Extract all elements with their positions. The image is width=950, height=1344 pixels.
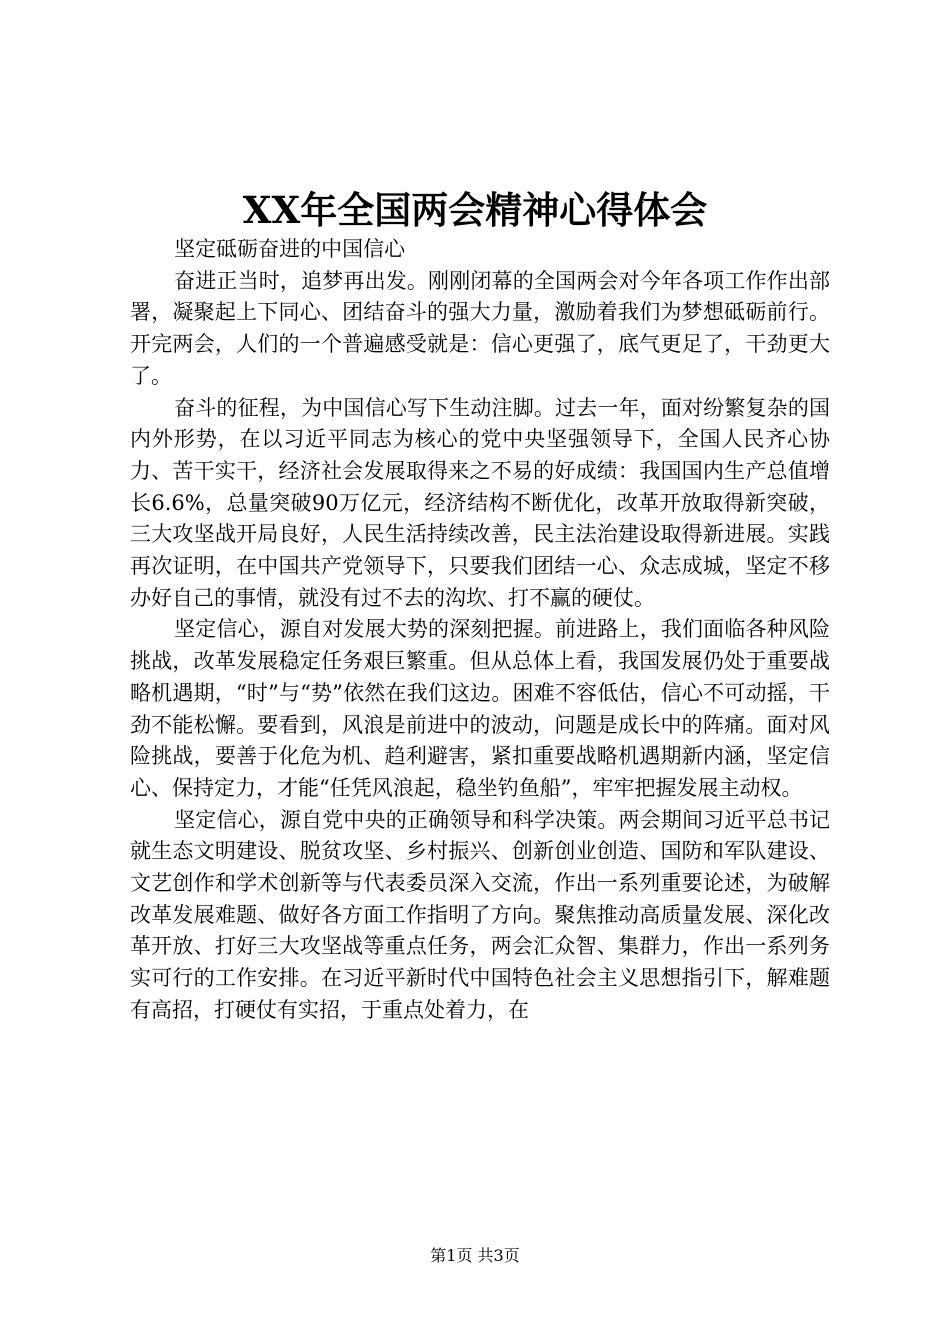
page-footer: 第1页 共3页 [430,1246,520,1265]
paragraph-4: 坚定信心，源自党中央的正确领导和科学决策。两会期间习近平总书记就生态文明建设、脱贫攻坚、乡村振兴、创新创业创造、国防和军队建设、文艺创作和学术创新等与代表委员深入交流，作出一系列重要论述，为破解改革发展难题、做好各方面工作指明了方向。聚焦推动高质量发展、深化改革开放、打好三大攻坚战等重点任务，两会汇众智、集群力，作出一系列务实可行的工作安排。在习近平新时代中国特色社会主义思想指引下，解难题有高招，打硬仗有实招，于重点处着力，在 [130,807,830,1022]
paragraph-1: 奋进正当时，追梦再出发。刚刚闭幕的全国两会对今年各项工作作出部署，凝聚起上下同心、团结奋斗的强大力量，激励着我们为梦想砥砺前行。开完两会，人们的一个普遍感受就是：信心更强了，底气更足了，干劲更大了。 [130,268,830,388]
paragraph-2: 奋斗的征程，为中国信心写下生动注脚。过去一年，面对纷繁复杂的国内外形势，在以习近平同志为核心的党中央坚强领导下，全国人民齐心协力、苦干实干，经济社会发展取得来之不易的好成绩：我国国内生产总值增长6.6%，总量突破90万亿元，经济结构不断优化，改革开放取得新突破，三大攻坚战开局良好，人民生活持续改善，民主法治建设取得新进展。实践再次证明，在中国共产党领导下，只要我们团结一心、众志成城，坚定不移办好自己的事情，就没有过不去的沟坎、打不赢的硬仗。 [130,395,830,610]
document-body [130,234,830,1027]
paragraph-3: 坚定信心，源自对发展大势的深刻把握。前进路上，我们面临各种风险挑战，改革发展稳定任务艰巨繁重。但从总体上看，我国发展仍处于重要战略机遇期，“时”与“势”依然在我们这边。困难不容低估，信心不可动摇，干劲不能松懈。要看到，风浪是前进中的波动，问题是成长中的阵痛。面对风险挑战，要善于化危为机、趋利避害，紧扣重要战略机遇期新内涵，坚定信心、保持定力，才能“任凭风浪起，稳坐钓鱼船”，牢牢把握发展主动权。 [130,617,830,800]
document-title: XX年全国两会精神心得体会 [242,188,708,232]
document-subtitle: 坚定砥砺奋进的中国信心 [174,237,406,261]
